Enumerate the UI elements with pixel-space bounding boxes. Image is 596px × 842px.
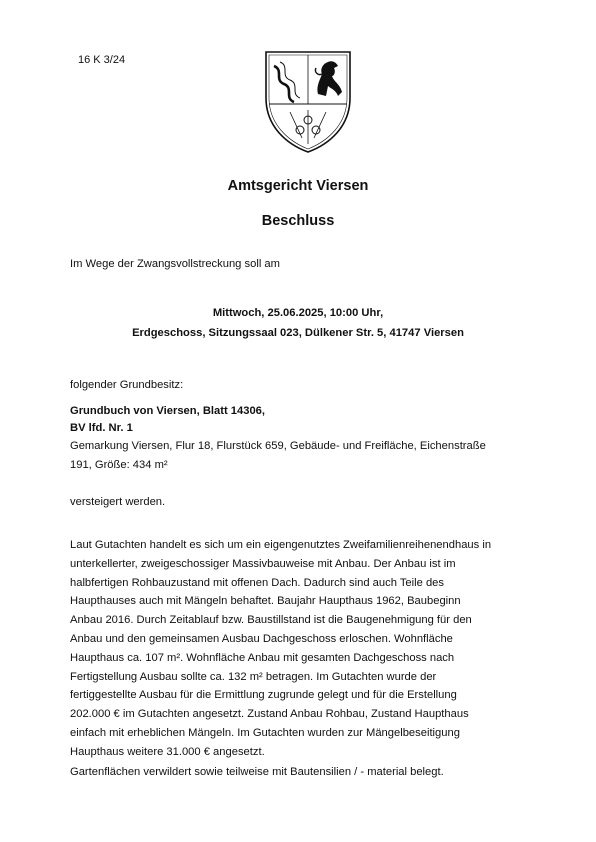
property-intro: folgender Grundbesitz: — [70, 379, 184, 391]
expertise-line: Haupthaus weitere 31.000 € angesetzt. — [70, 745, 265, 758]
expertise-line: fertiggestellte Ausbau für die Ermittlung zugrunde gelegt und für die Erstellung — [70, 689, 457, 702]
appointment-location: Erdgeschoss, Sitzungssaal 023, Dülkener Str. 5, 41747 Viersen — [132, 327, 464, 339]
document-type: Beschluss — [261, 213, 335, 229]
expertise-line: Haupthauses auch mit Mängeln behaftet. Baujahr Haupthaus 1962, Baubeginn — [70, 595, 461, 608]
appointment-date: Mittwoch, 25.06.2025, 10:00 Uhr, — [212, 307, 384, 319]
land-register: Grundbuch von Viersen, Blatt 14306, — [70, 405, 266, 417]
auction-text: versteigert werden. — [70, 496, 166, 508]
expertise-line: unterkellerter, zweigeschossiger Massivbauweise mit Anbau. Der Anbau ist im — [70, 557, 456, 570]
intro-text: Im Wege der Zwangsvollstreckung soll am — [70, 258, 280, 270]
expertise-line: einfach mit erheblichen Mängeln. Im Gutachten wurden zur Mängelbeseitigung — [70, 726, 460, 739]
nrw-coat-of-arms-icon — [260, 46, 356, 154]
expertise-line: Fertigstellung Ausbau sollte ca. 132 m² betragen. Im Gutachten wurde der — [70, 670, 437, 683]
expertise-paragraph — [70, 536, 532, 762]
expertise-line: Anbau und den gemeinsamen Ausbau Dachgeschoss erloschen. Wohnfläche — [70, 632, 453, 645]
expertise-line: Haupthaus ca. 107 m². Wohnfläche Anbau mit gesamten Dachgeschoss nach — [70, 651, 455, 664]
garden-text: Gartenflächen verwildert sowie teilweise mit Bautensilien / - material belegt. — [70, 766, 444, 778]
court-name: Amtsgericht Viersen — [227, 178, 369, 194]
case-number: 16 K 3/24 — [78, 54, 126, 66]
bv-number: BV lfd. Nr. 1 — [70, 422, 133, 434]
property-description-line: 191, Größe: 434 m² — [70, 459, 168, 471]
expertise-line: Anbau 2016. Durch Zeitablauf bzw. Baustillstand ist die Baugenehmigung für den — [70, 614, 472, 627]
expertise-line: Laut Gutachten handelt es sich um ein eigengenutztes Zweifamilienreihenendhaus in — [70, 539, 492, 551]
property-description-line: Gemarkung Viersen, Flur 18, Flurstück 659, Gebäude- und Freifläche, Eichenstraße — [70, 440, 486, 452]
expertise-line: halbfertigen Rohbauzustand mit offenen Dach. Dadurch sind auch Teile des — [70, 576, 444, 589]
expertise-line: 202.000 € im Gutachten angesetzt. Zustand Anbau Rohbau, Zustand Haupthaus — [70, 708, 469, 721]
